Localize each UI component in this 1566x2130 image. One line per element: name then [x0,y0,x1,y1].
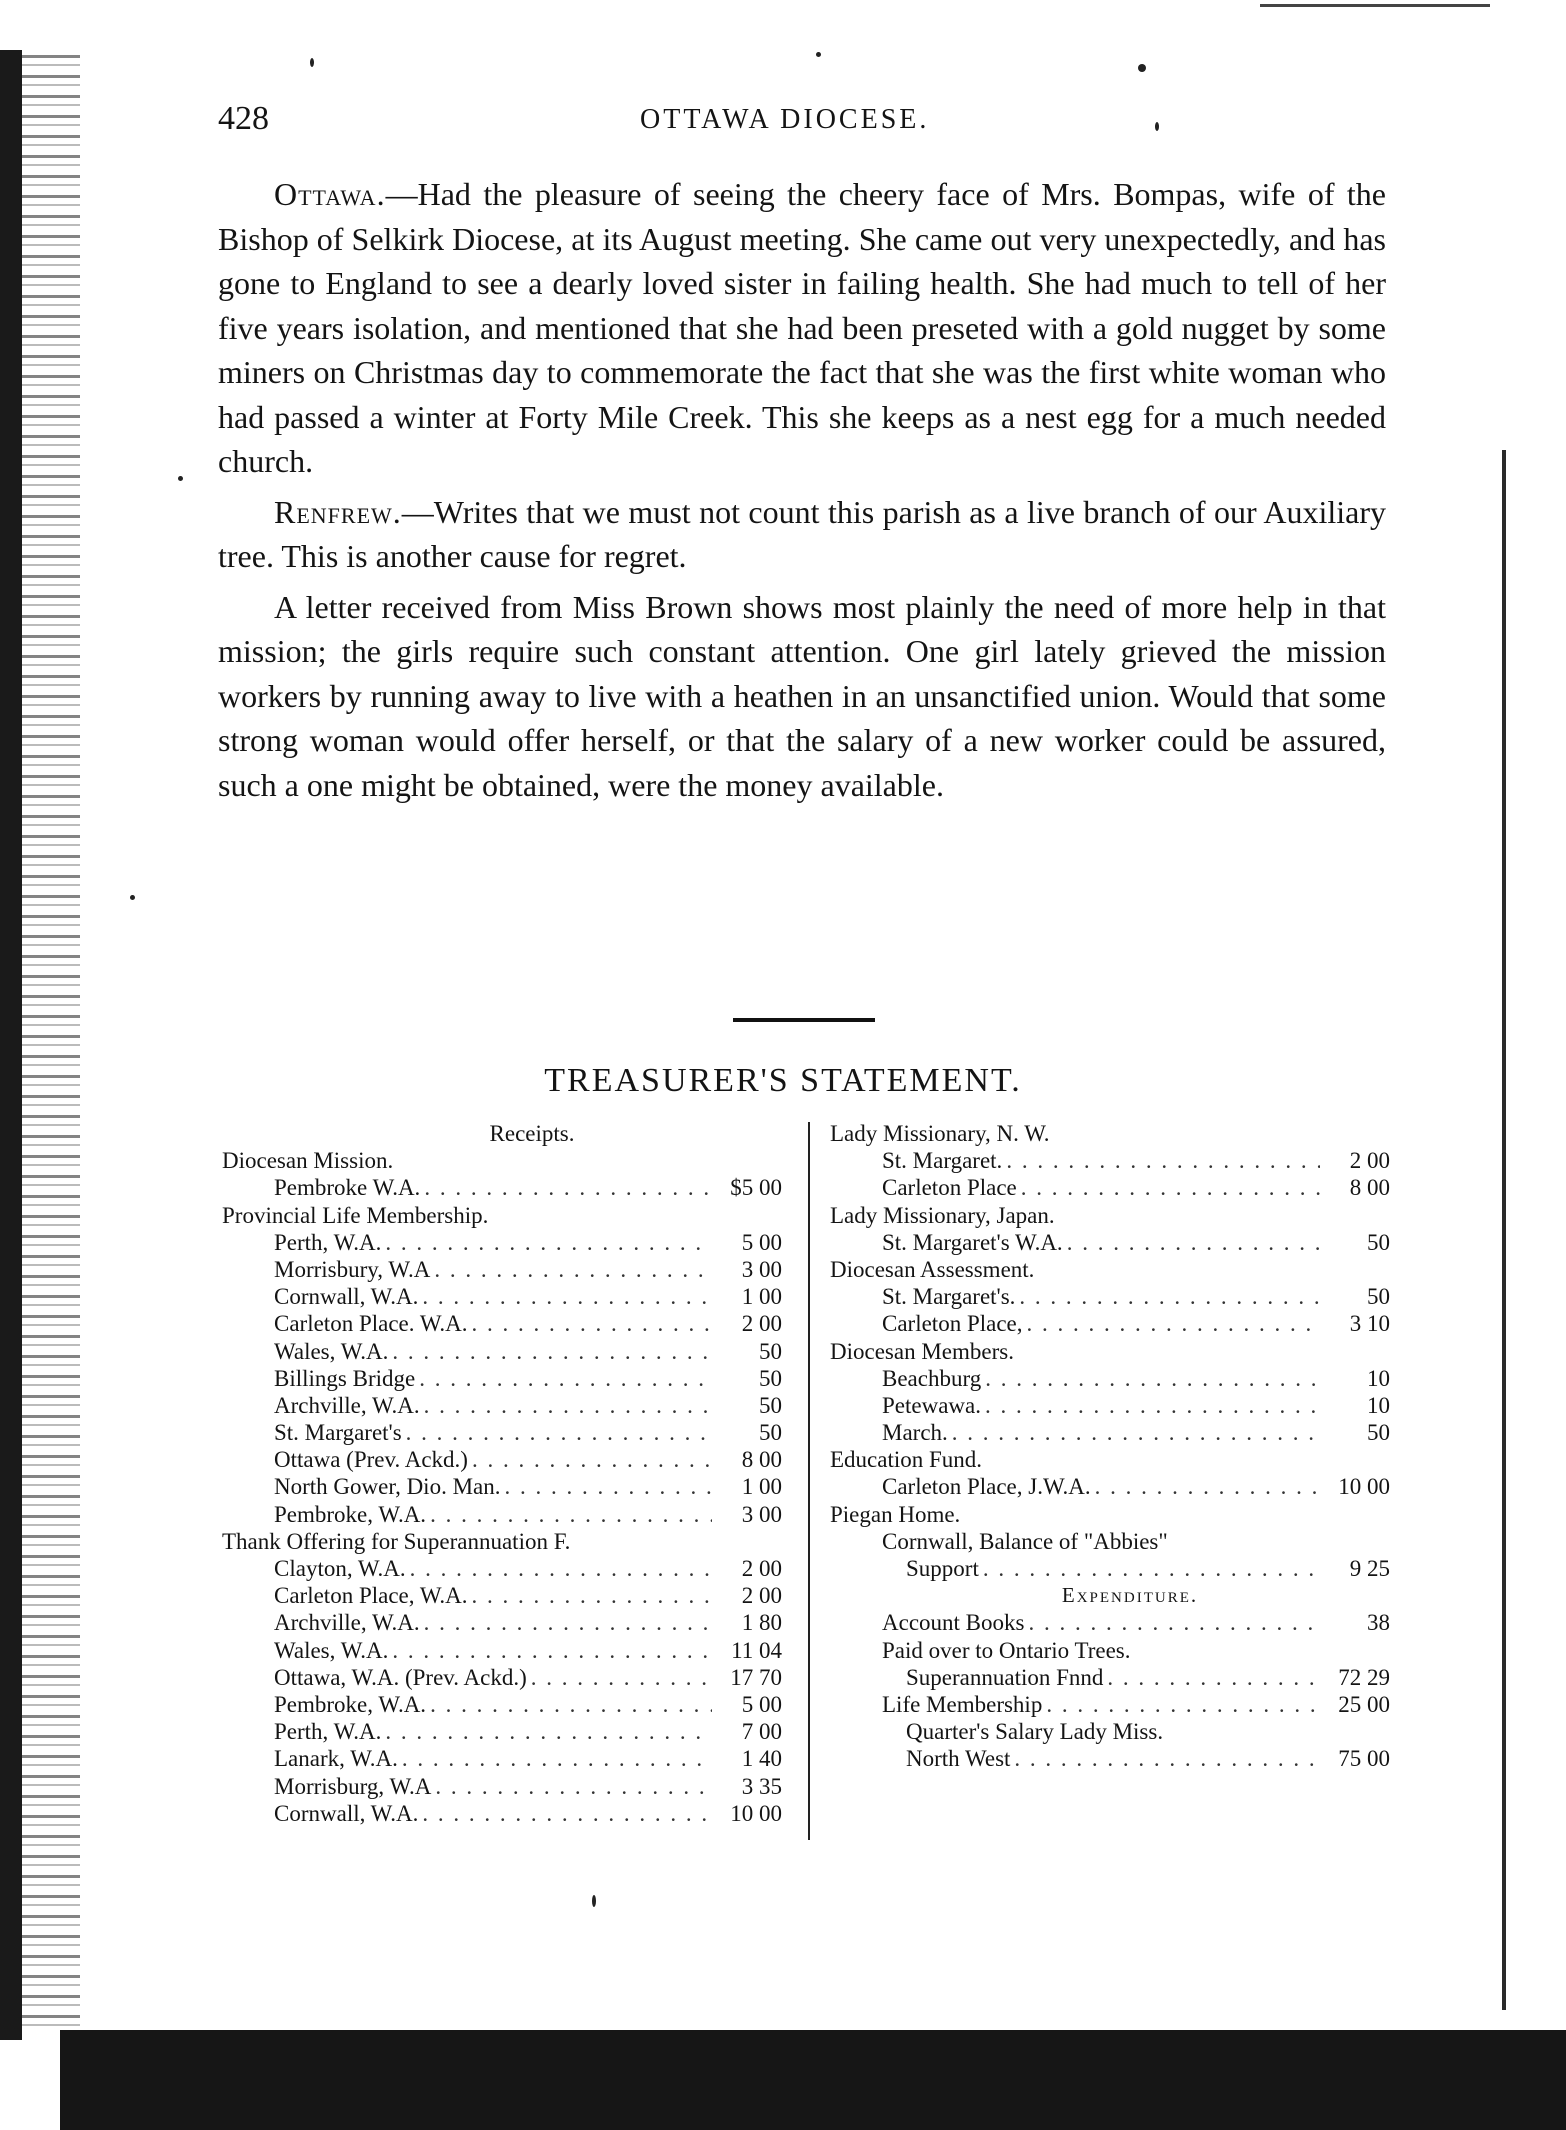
ledger-row [830,1365,1390,1392]
ledger-row [830,1691,1390,1718]
ledger-label: Pembroke, W.A. [274,1691,427,1717]
ledger-label: Beachburg [882,1365,982,1391]
ledger-amount: 2 00 [741,1556,782,1581]
ledger-amount: 3 00 [741,1256,782,1282]
leader-dots [430,1501,712,1528]
leader-dots [392,1338,712,1365]
leader-dots [1028,1609,1320,1636]
ledger-label: St. Margaret's. [882,1284,1016,1310]
ledger-row [222,1473,782,1500]
ledger-row [830,1446,1390,1473]
scan-speck [310,58,314,67]
ledger-row [222,1773,782,1800]
ledger-amount: 1 00 [741,1474,782,1500]
leader-dots [985,1392,1320,1419]
ledger-amount: 9 25 [1349,1556,1390,1581]
scan-speck [592,1895,596,1907]
ledger-label: Billings Bridge [274,1365,416,1391]
ledger-amount: 50 [759,1420,782,1446]
ledger-label: Ottawa, W.A. (Prev. Ackd.) [274,1664,527,1690]
leader-dots [1095,1473,1320,1500]
leader-dots [424,1174,712,1201]
ledger-amount: 10 [1367,1392,1390,1418]
ledger-label: Pembroke W.A. [274,1175,421,1201]
ledger-amount: 50 [1367,1420,1390,1446]
ledger-row [222,1718,782,1745]
ledger-label: Quarter's Salary Lady Miss. [906,1719,1164,1745]
ledger-label: Account Books [882,1610,1025,1636]
ledger-label: Perth, W.A. [274,1229,382,1255]
leader-dots [424,1609,712,1636]
paragraph-renfrew [218,490,1386,579]
ledger-label: Piegan Home. [830,1501,961,1527]
scan-speck [1155,122,1159,131]
ledger-row [830,1174,1390,1201]
ledger-row [830,1528,1390,1555]
ledger-amount: 1 00 [741,1284,782,1310]
leader-dots [430,1691,712,1718]
page-number: 428 [218,100,269,137]
ledger-row [830,1501,1390,1528]
paragraph-lead: Ottawa. [274,176,386,212]
ledger-row [830,1555,1390,1582]
scan-binding-shadow [22,55,80,2035]
ledger-label: March. [882,1420,948,1446]
ledger-row [222,1392,782,1419]
ledger-row [222,1120,782,1147]
leader-dots [531,1664,712,1691]
leader-dots [1006,1147,1320,1174]
ledger-label: Carleton Place [882,1175,1017,1201]
ledger-row [222,1664,782,1691]
scan-top-edge [1260,4,1490,7]
ledger-label: Morrisbury, W.A [274,1256,431,1282]
ledger-row [222,1528,782,1555]
ledger-amount: 17 70 [730,1664,782,1690]
leader-dots [1046,1691,1320,1718]
ledger-label: Life Membership [882,1691,1043,1717]
scan-bottom-edge [60,2030,1566,2130]
ledger-label: Cornwall, W.A. [274,1800,419,1826]
leader-dots [472,1310,712,1337]
ledger-amount: 2 00 [741,1311,782,1337]
scan-speck [816,52,821,57]
ledger-label: Wales, W.A. [274,1637,389,1663]
ledger-amount: 50 [759,1392,782,1418]
ledger-amount: 75 00 [1338,1746,1390,1772]
ledger-label: Lanark, W.A. [274,1746,398,1772]
leader-dots [1027,1310,1320,1337]
ledger-amount: $5 00 [730,1175,782,1201]
ledger-amount: 1 80 [741,1610,782,1636]
ledger-label: St. Margaret's W.A. [882,1229,1063,1255]
leader-dots [952,1419,1320,1446]
ledger-row [830,1473,1390,1500]
scan-binding-edge [0,50,22,2040]
ledger-amount: 3 10 [1349,1311,1390,1337]
ledger-row [830,1229,1390,1256]
ledger-row [222,1202,782,1229]
body-text [218,172,1386,813]
ledger-label: Support [906,1556,979,1581]
ledger-amount: 10 [1367,1365,1390,1391]
ledger-row [222,1229,782,1256]
ledger-amount: 8 00 [1349,1175,1390,1201]
ledger-label: Archville, W.A. [274,1610,420,1636]
ledger-label: Superannuation Fnnd [906,1664,1104,1690]
leader-dots [410,1555,712,1582]
leader-dots [435,1773,712,1800]
ledger-amount: 25 00 [1338,1691,1390,1717]
ledger-amount: 1 40 [741,1746,782,1772]
ledger-row [830,1637,1390,1664]
paragraph-text: —Writes that we must not count this parish as a live branch of our Auxiliary tree. This is another cause for regret. [218,493,1386,574]
ledger-label: Diocesan Members. [830,1338,1014,1364]
ledger-row [222,1310,782,1337]
leader-dots [1019,1283,1320,1310]
ledger-amount: 2 00 [741,1583,782,1609]
ledger-row [830,1256,1390,1283]
ledger-label: Carleton Place, [882,1311,1023,1337]
ledger-label: Diocesan Assessment. [830,1256,1035,1282]
ledger-label: Diocesan Mission. [222,1148,394,1174]
leader-dots [392,1637,712,1664]
ledger-row [830,1718,1390,1745]
leader-dots [1014,1745,1320,1772]
ledger-row [222,1637,782,1664]
ledger-amount: 11 04 [731,1637,782,1663]
scan-speck [178,476,183,481]
ledger-row [222,1800,782,1827]
leader-dots [385,1229,712,1256]
ledger-label: Education Fund. [830,1447,983,1473]
leader-dots [983,1555,1320,1582]
ledger-label: Paid over to Ontario Trees. [882,1637,1131,1663]
ledger-row [222,1338,782,1365]
ledger-label: Morrisburg, W.A [274,1773,432,1799]
ledger-amount: 5 00 [741,1229,782,1255]
ledger-label: Carleton Place, J.W.A. [882,1474,1091,1500]
ledger-row [830,1310,1390,1337]
ledger-row [830,1283,1390,1310]
paragraph-ottawa [218,172,1386,484]
leader-dots [985,1365,1320,1392]
leader-dots [419,1365,712,1392]
leader-dots [422,1283,712,1310]
ledger-label: Lady Missionary, N. W. [830,1121,1050,1146]
ledger-label: Wales, W.A. [274,1338,389,1364]
ledger-label: Carleton Place, W.A. [274,1583,468,1609]
ledger-amount: 50 [759,1338,782,1364]
ledger-row [830,1202,1390,1229]
running-head: OTTAWA DIOCESE. [640,104,930,135]
receipts-column [222,1120,782,1827]
ledger-label: Provincial Life Membership. [222,1202,489,1228]
leader-dots [1021,1174,1320,1201]
ledger-label: Thank Offering for Superannuation F. [222,1528,571,1554]
ledger-row [830,1609,1390,1636]
ledger-row [222,1501,782,1528]
ledger-row [222,1283,782,1310]
ledger-row [222,1582,782,1609]
ledger-label: Ottawa (Prev. Ackd.) [274,1447,468,1473]
column-divider [808,1122,810,1840]
leader-dots [385,1718,712,1745]
ledger-row [222,1147,782,1174]
ledger-label: St. Margaret's [274,1420,402,1446]
leader-dots [1107,1664,1320,1691]
scan-right-edge [1502,450,1506,2010]
leader-dots [472,1582,712,1609]
ledger-row [222,1691,782,1718]
ledger-row [830,1664,1390,1691]
ledger-row [830,1120,1390,1147]
ledger-amount: 3 00 [741,1501,782,1527]
ledger-amount: 38 [1367,1610,1390,1636]
ledger-amount: 7 00 [741,1719,782,1745]
ledger-row [830,1338,1390,1365]
ledger-amount: 50 [1367,1229,1390,1255]
ledger-row [830,1582,1390,1609]
ledger-row [222,1555,782,1582]
ledger-label: St. Margaret. [882,1148,1003,1174]
statement-title: TREASURER'S STATEMENT. [544,1062,1022,1099]
leader-dots [424,1392,712,1419]
ledger-amount: 2 00 [1349,1148,1390,1174]
ledger-label: Receipts. [489,1121,575,1146]
ledger-row [222,1609,782,1636]
leader-dots [422,1800,712,1827]
disbursements-column [830,1120,1390,1773]
ledger-amount: 50 [1367,1284,1390,1310]
ledger-amount: 3 35 [741,1773,782,1799]
ledger-row [222,1745,782,1772]
ledger-amount: 10 00 [730,1800,782,1826]
ledger-label: Clayton, W.A. [274,1556,406,1581]
scan-speck [130,895,135,900]
leader-dots [402,1745,712,1772]
ledger-label: North Gower, Dio. Man. [274,1474,501,1500]
ledger-label: North West [906,1746,1011,1772]
section-divider [733,1018,875,1022]
scan-speck [1138,64,1146,72]
ledger-amount: 50 [759,1365,782,1391]
ledger-row [830,1419,1390,1446]
ledger-row [222,1174,782,1201]
paragraph-letter [218,585,1386,808]
ledger-row [222,1419,782,1446]
leader-dots [505,1473,713,1500]
leader-dots [472,1446,712,1473]
ledger-label: Carleton Place. W.A. [274,1311,468,1337]
ledger-label: Cornwall, Balance of "Abbies" [882,1528,1168,1554]
paragraph-text: A letter received from Miss Brown shows most plainly the need of more help in that mission; the girls require such constant attention. One girl lately grieved the mission workers by running away to live with a heathen in an unsanctified union. Would that some strong woman would offer herself, or that the salary of a new worker could be assured, such a one might be obtained, were the money available. [218,588,1386,803]
ledger-label: Pembroke, W.A. [274,1501,427,1527]
ledger-label: Lady Missionary, Japan. [830,1202,1055,1228]
ledger-row [830,1147,1390,1174]
paragraph-lead: Renfrew. [274,493,402,530]
ledger-row [830,1392,1390,1419]
ledger-amount: 5 00 [741,1691,782,1717]
ledger-label: Cornwall, W.A. [274,1284,419,1310]
ledger-row [222,1256,782,1283]
ledger-amount: 8 00 [741,1447,782,1473]
ledger-row [222,1446,782,1473]
leader-dots [1067,1229,1320,1256]
leader-dots [434,1256,712,1283]
ledger-amount: 10 00 [1338,1474,1390,1500]
ledger-label: Petewawa. [882,1392,981,1418]
ledger-row [222,1365,782,1392]
ledger-label: Expenditure. [1061,1583,1199,1608]
ledger-label: Perth, W.A. [274,1719,382,1745]
leader-dots [406,1419,712,1446]
paragraph-text: —Had the pleasure of seeing the cheery face of Mrs. Bompas, wife of the Bishop of Selkirk Diocese, at its August meeting. She came out very unexpectedly, and has gone to England to see a dearly loved sister in failing health. She had much to tell of her five years isolation, and mentioned that she had been preseted with a gold nugget by some miners on Christmas day to commemorate the fact that she was the first white woman who had passed a winter at Forty Mile Creek. This she keeps as a nest egg for a much needed church. [218,176,1386,479]
ledger-label: Archville, W.A. [274,1392,420,1418]
ledger-amount: 72 29 [1338,1664,1390,1690]
ledger-row [830,1745,1390,1772]
